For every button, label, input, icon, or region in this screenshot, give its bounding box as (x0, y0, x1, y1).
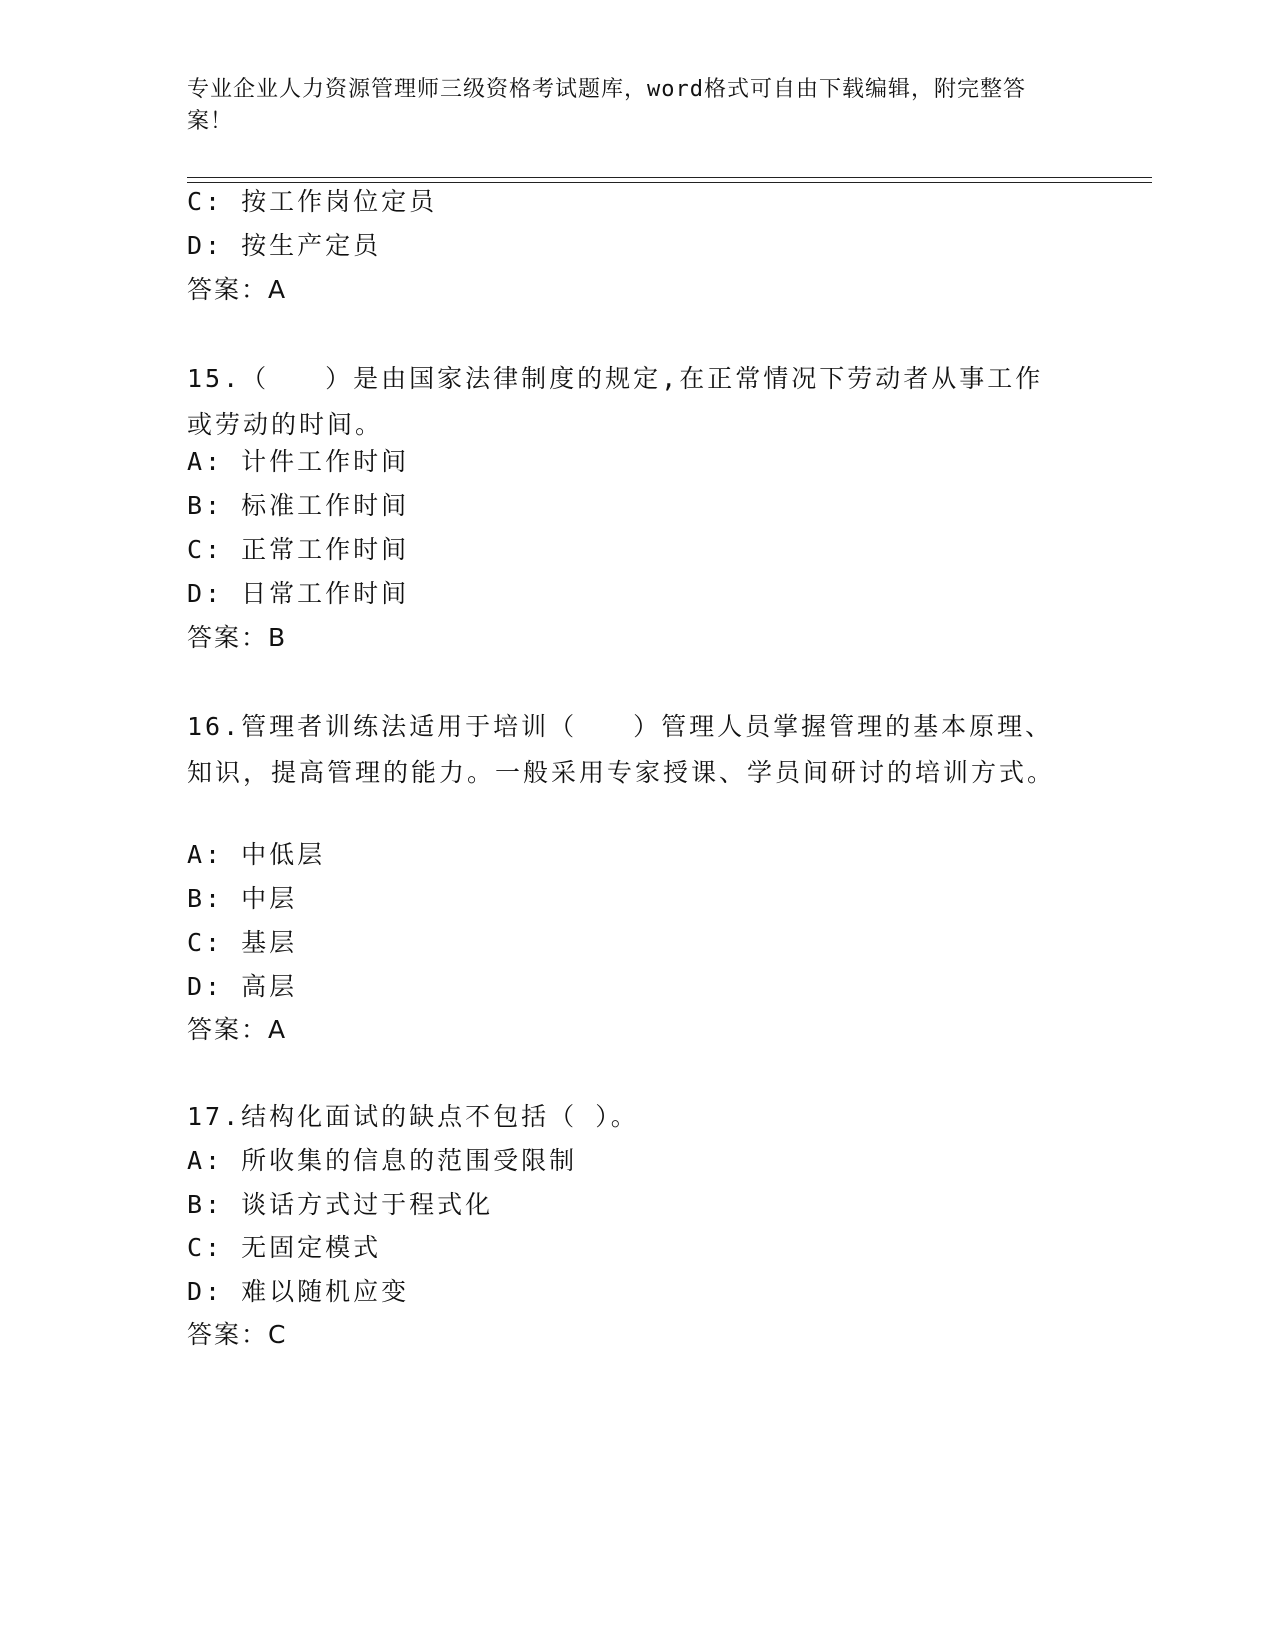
q15-option-a: A: 计件工作时间 (187, 447, 410, 476)
q16-stem: 16.管理者训练法适用于培训（ ）管理人员掌握管理的基本原理、知识，提高管理的能力。一般采用专家授课、学员间研讨的培训方式。 (187, 712, 1056, 787)
q15-stem: 15.（ ）是由国家法律制度的规定,在正常情况下劳动者从事工作或劳动的时间。 (187, 364, 1044, 439)
document-header: 专业企业人力资源管理师三级资格考试题库，word格式可自由下载编辑，附完整答案！ (187, 77, 1026, 134)
q16-option-c: C: 基层 (187, 928, 298, 957)
header-divider-top (187, 177, 1152, 178)
q17-option-d: D: 难以随机应变 (187, 1277, 410, 1306)
q15-option-b: B: 标准工作时间 (187, 491, 410, 520)
q16-option-d: D: 高层 (187, 972, 298, 1001)
q17-answer: 答案：C (187, 1320, 288, 1349)
q14-answer: 答案：A (187, 275, 288, 304)
q17-stem: 17.结构化面试的缺点不包括（ ）。 (187, 1102, 639, 1131)
q15-option-d: D: 日常工作时间 (187, 579, 410, 608)
header-divider-bottom (187, 182, 1152, 183)
q17-option-a: A: 所收集的信息的范围受限制 (187, 1146, 578, 1175)
q14-option-c: C: 按工作岗位定员 (187, 187, 438, 216)
q15-answer: 答案：B (187, 623, 288, 652)
q14-option-d: D: 按生产定员 (187, 231, 382, 260)
q17-option-b: B: 谈话方式过于程式化 (187, 1190, 494, 1219)
q16-answer: 答案：A (187, 1015, 288, 1044)
q16-option-b: B: 中层 (187, 884, 298, 913)
q15-option-c: C: 正常工作时间 (187, 535, 410, 564)
q17-option-c: C: 无固定模式 (187, 1233, 382, 1262)
q16-option-a: A: 中低层 (187, 840, 326, 869)
